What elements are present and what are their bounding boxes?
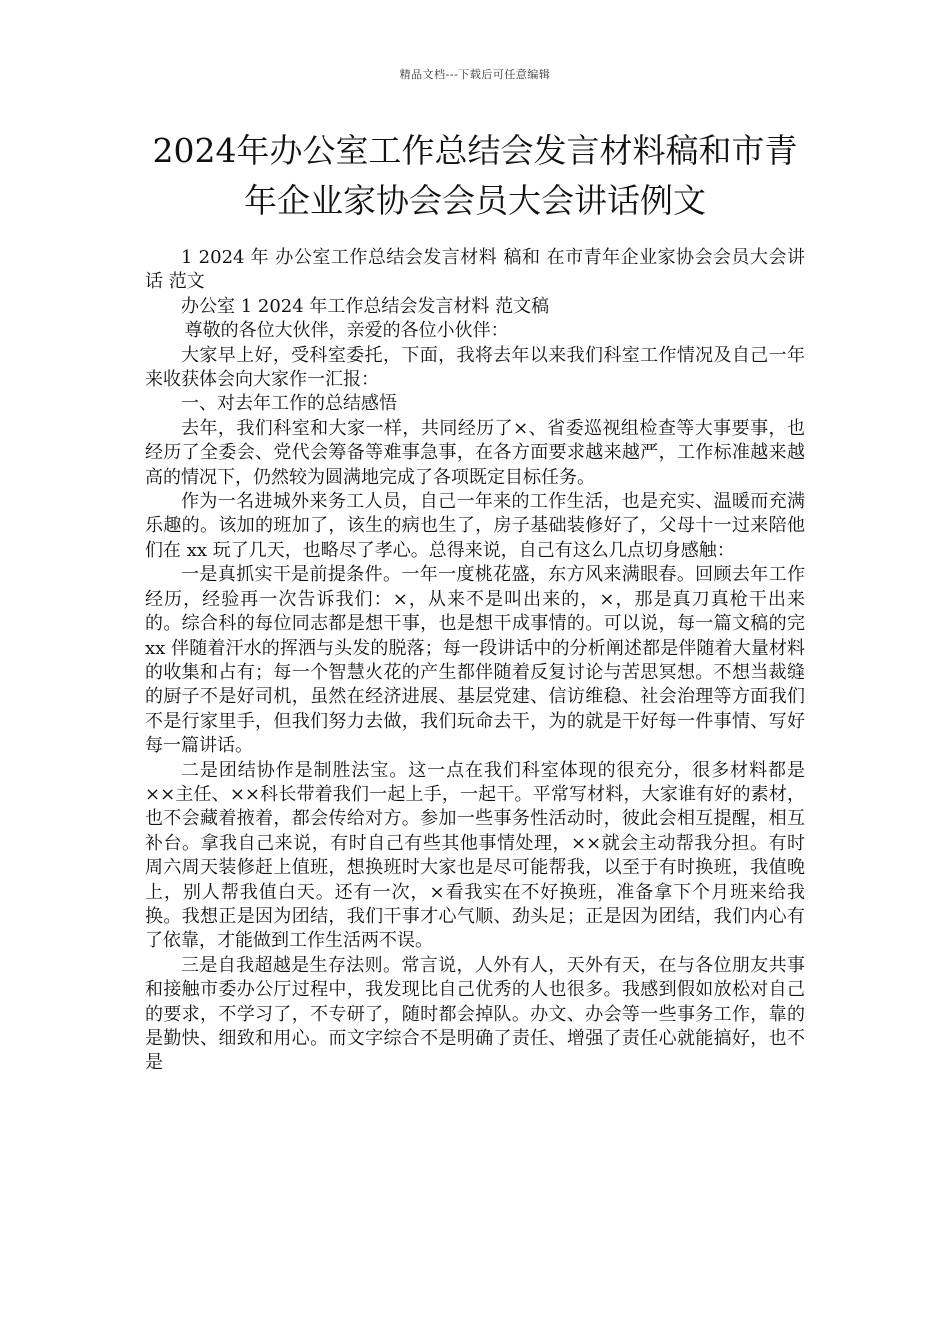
body-paragraph: 三是自我超越是生存法则。常言说，人外有人，天外有天，在与各位朋友共事和接触市委办公厅过程中，我发现比自己优秀的人也很多。我感到假如放松对自己的要求，不学习了，不专研了，随时都会掉队。办文、办会等一些事务工作，靠的是勤快、细致和用心。而文字综合不是明确了责任、增强了责任心就能搞好，也不是 [145, 954, 805, 1074]
document-title: 2024年办公室工作总结会发言材料稿和市青年企业家协会会员大会讲话例文 [152, 131, 798, 220]
body-paragraph: 二是团结协作是制胜法宝。这一点在我们科室体现的很充分，很多材料都是××主任、××科长带着我们一起上手，一起干。平常写材料，大家谁有好的素材，也不会藏着掖着，都会传给对方。参加一些事务性活动时，彼此会相互提醒，相互补台。拿我自己来说，有时自己有些其他事情处理，××就会主动帮我分担。有时周六周天装修赶上值班，想换班时大家也是尽可能帮我，以至于有时换班，我值晚上，别人帮我值白天。还有一次，×看我实在不好换班，准备拿下个月班来给我换。我想正是因为团结，我们干事才心气顺、劲头足；正是因为团结，我们内心有了依靠，才能做到工作生活两不误。 [145, 759, 805, 952]
body-paragraph: 一是真抓实干是前提条件。一年一度桃花盛，东方风来满眼春。回顾去年工作经历，经验再一次告诉我们：×，从来不是叫出来的，×，那是真刀真枪干出来的。综合科的每位同志都是想干事，也是想干成事情的。可以说，每一篇文稿的完 xx 伴随着汗水的挥洒与头发的脱落；每一段讲话中的分析阐述都是伴随着大量材料的收集和占有；每一个智慧火花的产生都伴随着反复讨论与苦思冥想。不想当裁缝的厨子不是好司机，虽然在经济进展、基层党建、信访维稳、社会治理等方面我们不是行家里手，但我们努力去做，我们玩命去干，为的就是干好每一件事情、写好每一篇讲话。 [145, 564, 805, 757]
document-body [145, 246, 805, 1076]
body-paragraph: 去年，我们科室和大家一样，共同经历了×、省委巡视组检查等大事要事，也经历了全委会、党代会筹备等难事急事，在各方面要求越来越严，工作标准越来越高的情况下，仍然较为圆满地完成了各项既定目标任务。 [145, 417, 805, 488]
intro-paragraph: 1 2024 年 办公室工作总结会发言材料 稿和 在市青年企业家协会会员大会讲话 范文 [145, 247, 805, 293]
subtitle-paragraph: 办公室 1 2024 年工作总结会发言材料 范文稿 [181, 295, 550, 317]
salutation-paragraph: 尊敬的各位大伙伴，亲爱的各位小伙伴： [184, 320, 509, 342]
page-header-note: 精品文档---下载后可任意编辑 [399, 68, 551, 81]
opening-paragraph: 大家早上好，受科室委托，下面，我将去年以来我们科室工作情况及自己一年来收获体会向大家作一汇报： [145, 344, 805, 391]
body-paragraph: 作为一名进城外来务工人员，自己一年来的工作生活，也是充实、温暖而充满乐趣的。该加的班加了，该生的病也生了，房子基础装修好了，父母十一过来陪他们在 xx 玩了几天，也略尽了孝心。总得来说，自己有这么几点切身感触： [145, 491, 805, 561]
section-heading: 一、对去年工作的总结感悟 [181, 393, 397, 415]
